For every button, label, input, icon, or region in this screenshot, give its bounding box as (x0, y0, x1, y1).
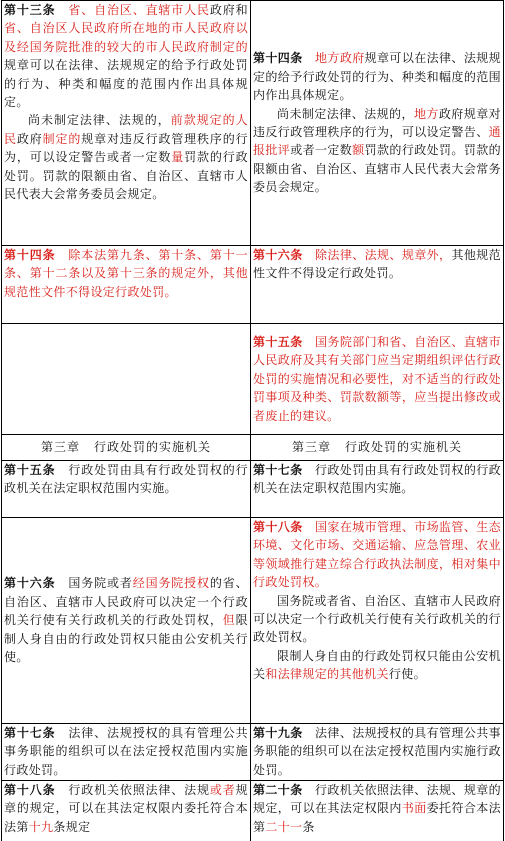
amended-text: 通报批评 (253, 125, 501, 158)
amended-text: 但 (222, 613, 236, 628)
amended-text: 除法律、法规、规章外， (315, 248, 452, 262)
old-article-17-cell (1, 723, 251, 781)
new-article-17-cell (250, 460, 504, 518)
chapter-title: 行政处罚的实施机关 (94, 440, 212, 455)
amended-text: 省、自治区、直辖市人民 (68, 3, 210, 17)
amended-text: 或者 (209, 783, 236, 797)
paragraph: 第十四条 地方政府规章可以在法律、法规规定的给予行政处罚的行为、种类和幅度的范围内作出具体规定。 (253, 51, 501, 103)
paragraph (253, 518, 501, 592)
amended-text: 省、自治区人民政府所在地的市人民政府以及经国务院批准的较大的市人民政府制定的 (4, 21, 248, 54)
old-article-13-cell (1, 0, 251, 246)
paragraph: 第十五条 行政处罚由具有行政处罚权的行政机关在法定职权范围内实施。 (4, 463, 248, 496)
paragraph: 第十三条 省、自治区、直辖市人民政府和省、自治区人民政府所在地的市人民政府以及经国务院批准的较大的市人民政府制定的规章可以在法律、法规规定的给予行政处罚的行为、种类和幅度的范围内作出具体规定。 (4, 3, 248, 110)
paragraph: 国务院或者省、自治区、直辖市人民政府可以决定一个行政机关行使有关行政机关的行政处罚权。 (253, 593, 501, 645)
amended-text: 国务院部门和省、自治区、直辖市人民政府及其有关部门应当定期组织评估行政处罚的实施情况和必要性，对不适当的行政处罚事项及种类、罚款数额等，应当提出修改或者废止的建议。 (253, 334, 501, 423)
amended-text: 二十一 (265, 819, 303, 834)
chapter-heading (1, 434, 251, 461)
amended-text: 地方 (413, 106, 439, 121)
chapter-title: 行政处罚的实施机关 (345, 440, 463, 455)
paragraph: 第十六条 除法律、法规、规章外，其他规范性文件不得设定行政处罚。 (253, 248, 501, 281)
old-article-18-cell (1, 780, 251, 841)
article-number: 第十七条 (253, 463, 303, 477)
amended-text: 国家在城市管理、市场监管、生态环境、文化市场、交通运输、应急管理、农业等领域推行建立综合行政执法制度，相对集中行政处罚权。 (253, 520, 501, 590)
table-row (1, 245, 504, 324)
amended-text: 除本法第九条、第十条、第十一条、第十二条以及第十三条的规定外，其他规范性文件不得设定行政处罚。 (4, 248, 248, 299)
article-number: 第十五条 (253, 334, 303, 349)
table-row (1, 434, 504, 461)
article-number: 第二十条 (253, 783, 303, 797)
article-number: 第十三条 (4, 3, 56, 17)
paragraph: 第十九条 法律、法规授权的具有管理公共事务职能的组织可以在法定授权范围内实施行政处罚。 (253, 726, 501, 777)
old-article-16-cell (1, 517, 251, 724)
new-article-18-cell (250, 517, 504, 724)
old-article-14-cell (1, 245, 251, 324)
amended-text: 书面 (401, 801, 427, 816)
paragraph: 限制人身自由的行政处罚权只能由公安机关和法律规定的其他机关行使。 (253, 648, 501, 682)
chapter-heading (250, 434, 504, 461)
paragraph (253, 333, 501, 425)
article-number: 第十四条 (4, 248, 56, 262)
article-number: 第十八条 (4, 783, 56, 797)
chapter-number: 第三章 (40, 440, 80, 455)
new-article-16-cell (250, 245, 504, 324)
new-article-15-cell (250, 323, 504, 435)
amended-text: 十九 (28, 819, 54, 834)
empty-cell (1, 323, 251, 435)
paragraph: 第十七条 法律、法规授权的具有管理公共事务职能的组织可以在法定授权范围内实施行政处罚。 (4, 726, 248, 777)
paragraph (4, 246, 248, 301)
paragraph: 第十八条 行政机关依照法律、法规或者规章的规定，可以在其法定权限内委托符合本法第十九条规定 (4, 783, 249, 834)
chapter-number: 第三章 (291, 440, 331, 455)
table-row (1, 323, 504, 435)
article-number: 第十六条 (4, 576, 56, 591)
new-article-14-cell (250, 0, 504, 246)
paragraph: 尚未制定法律、法规的，地方政府规章对违反行政管理秩序的行为，可以设定警告、通报批评或者一定数额罚款的行政处罚。罚款的限额由省、自治区、直辖市人民代表大会常务委员会规定。 (253, 106, 501, 195)
article-number: 第十九条 (253, 726, 303, 740)
article-number: 第十八条 (253, 520, 303, 534)
article-number: 第十七条 (4, 726, 56, 740)
paragraph: 第十六条 国务院或者经国务院授权的省、自治区、直辖市人民政府可以决定一个行政机关行使有关行政机关的行政处罚权，但限制人身自由的行政处罚权只能由公安机关行使。 (4, 576, 249, 665)
paragraph: 尚未制定法律、法规的，前款规定的人民政府制定的规章对违反行政管理秩序的行为，可以设定警告或者一定数量罚款的行政处罚。罚款的限额由省、自治区、直辖市人民代表大会常务委员会规定。 (4, 113, 248, 202)
old-article-15-cell (1, 460, 251, 518)
amended-text: 地方政府 (315, 51, 365, 66)
amended-text: 和法律规定的其他机关 (265, 667, 389, 682)
table-row (1, 780, 504, 841)
amended-text: 制定的 (42, 131, 82, 146)
article-number: 第十五条 (4, 463, 56, 477)
amended-text: 前款规定的人民 (4, 113, 248, 146)
article-number: 第十四条 (253, 51, 303, 66)
table-row (1, 517, 504, 724)
paragraph: 第二十条 行政机关依照法律、法规、规章的规定，可以在其法定权限内书面委托符合本法第二十一条 (253, 783, 502, 834)
table-row (1, 723, 504, 781)
amended-text: 额 (352, 143, 365, 158)
article-number: 第十六条 (253, 248, 303, 262)
paragraph: 第十七条 行政处罚由具有行政处罚权的行政机关在法定职权范围内实施。 (253, 463, 501, 496)
table-row (1, 0, 504, 246)
amended-text: 经国务院授权 (132, 576, 210, 591)
new-article-19-cell (250, 723, 504, 781)
amended-text: 量 (171, 150, 185, 165)
table-row (1, 460, 504, 518)
new-article-20-cell (250, 780, 504, 841)
